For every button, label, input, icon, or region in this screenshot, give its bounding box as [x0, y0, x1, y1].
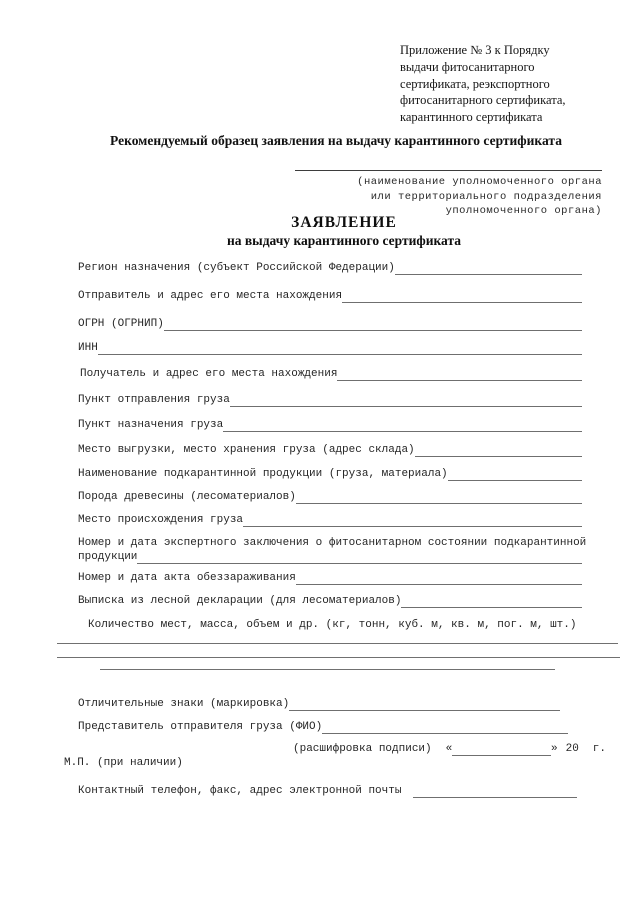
field-label: Выписка из лесной декларации (для лесоматериалов)	[78, 595, 402, 607]
field-row-ogrn	[78, 317, 582, 332]
field-row-unloading-place	[78, 443, 582, 458]
field-label: ИНН	[78, 342, 98, 354]
field-row-product-name	[78, 467, 582, 482]
authority-blank-line	[295, 170, 602, 171]
signature-caption: (расшифровка подписи)	[293, 743, 432, 755]
recommendation-line: Рекомендуемый образец заявления на выдачу карантинного сертификата	[110, 133, 562, 148]
field-blank-line	[296, 581, 582, 585]
field-label: продукции	[78, 551, 138, 563]
field-label: Контактный телефон, факс, адрес электронной почты	[78, 785, 402, 797]
authority-caption-line: (наименование уполномоченного органа	[357, 176, 602, 188]
field-row-disinfection-act	[78, 571, 582, 586]
field-blank-line	[448, 477, 582, 481]
field-blank-line	[296, 500, 582, 504]
field-label: Представитель отправителя груза (ФИО)	[78, 721, 323, 733]
form-title: ЗАЯВЛЕНИЕ	[291, 214, 397, 231]
field-label: ОГРН (ОГРНИП)	[78, 318, 164, 330]
appendix-note-line: Приложение № 3 к Порядку	[400, 43, 550, 57]
field-row-region	[78, 261, 582, 276]
stamp-note	[64, 756, 582, 771]
field-label: Пункт назначения груза	[78, 419, 224, 431]
field-blank-line	[164, 327, 582, 331]
field-row-inn	[78, 341, 582, 356]
quantity-blank-line	[57, 643, 618, 644]
appendix-note	[400, 42, 590, 126]
year-suffix: г.	[592, 743, 606, 755]
field-row-expert-conclusion-line1	[78, 536, 587, 551]
authority-caption-line: или территориального подразделения	[370, 190, 602, 203]
field-label: Количество мест, масса, объем и др. (кг, тонн, куб. м, кв. м, пог. м, шт.)	[88, 619, 577, 631]
field-label: Номер и дата экспертного заключения о фитосанитарном состоянии подкарантинной	[78, 537, 587, 549]
field-blank-line	[243, 523, 582, 527]
form-subtitle: на выдачу карантинного сертификата	[226, 233, 462, 248]
appendix-note-line: карантинного сертификата	[400, 110, 543, 125]
field-blank-line	[413, 794, 577, 798]
field-label: Номер и дата акта обеззараживания	[78, 572, 296, 584]
field-blank-line	[230, 403, 582, 407]
field-row-contacts	[78, 784, 577, 799]
field-label: Получатель и адрес его места нахождения	[80, 368, 338, 380]
field-label: Порода древесины (лесоматериалов)	[78, 491, 296, 503]
open-quote: «	[445, 743, 453, 755]
appendix-note-line: фитосанитарного сертификата,	[400, 93, 566, 108]
authority-caption	[272, 175, 602, 219]
field-blank-line	[223, 428, 582, 432]
field-blank-line	[342, 299, 582, 303]
field-blank-line	[322, 730, 568, 734]
field-blank-line	[289, 707, 560, 711]
field-row-representative	[78, 720, 568, 735]
field-row-receiver	[80, 367, 582, 382]
field-blank-line	[401, 604, 582, 608]
field-blank-line	[395, 271, 582, 275]
field-row-expert-conclusion-line2	[78, 550, 582, 565]
appendix-note-line: выдачи фитосанитарного	[400, 59, 535, 74]
field-row-sender	[78, 289, 582, 304]
field-row-forest-declaration	[78, 594, 582, 609]
field-label: Место выгрузки, место хранения груза (адрес склада)	[78, 444, 415, 456]
field-blank-line	[415, 453, 582, 457]
field-label: Наименование подкарантинной продукции (груза, материала)	[78, 468, 448, 480]
quantity-blank-line	[57, 657, 620, 658]
field-row-cargo-origin	[78, 513, 582, 528]
field-label: Отличительные знаки (маркировка)	[78, 698, 290, 710]
signature-date-row	[293, 742, 606, 757]
authority-caption-line: уполномоченного органа)	[445, 205, 602, 218]
field-blank-line	[98, 351, 582, 355]
field-label: Пункт отправления груза	[78, 394, 230, 406]
field-row-quantity	[88, 618, 582, 633]
quantity-blank-line	[100, 669, 555, 670]
field-blank-line	[337, 377, 582, 381]
stamp-label: М.П. (при наличии)	[64, 757, 183, 769]
field-row-destination-point	[78, 418, 582, 433]
close-quote: »	[550, 743, 558, 755]
year-prefix: 20	[565, 743, 579, 755]
appendix-note-line: сертификата, реэкспортного	[400, 76, 550, 91]
field-row-departure-point	[78, 393, 582, 408]
field-label: Регион назначения (субъект Российской Федерации)	[78, 262, 395, 274]
field-blank-line	[137, 560, 582, 564]
field-row-marking	[78, 697, 560, 712]
field-label: Отправитель и адрес его места нахождения	[78, 290, 343, 302]
field-label: Место происхождения груза	[78, 514, 244, 526]
field-row-wood-species	[78, 490, 582, 505]
